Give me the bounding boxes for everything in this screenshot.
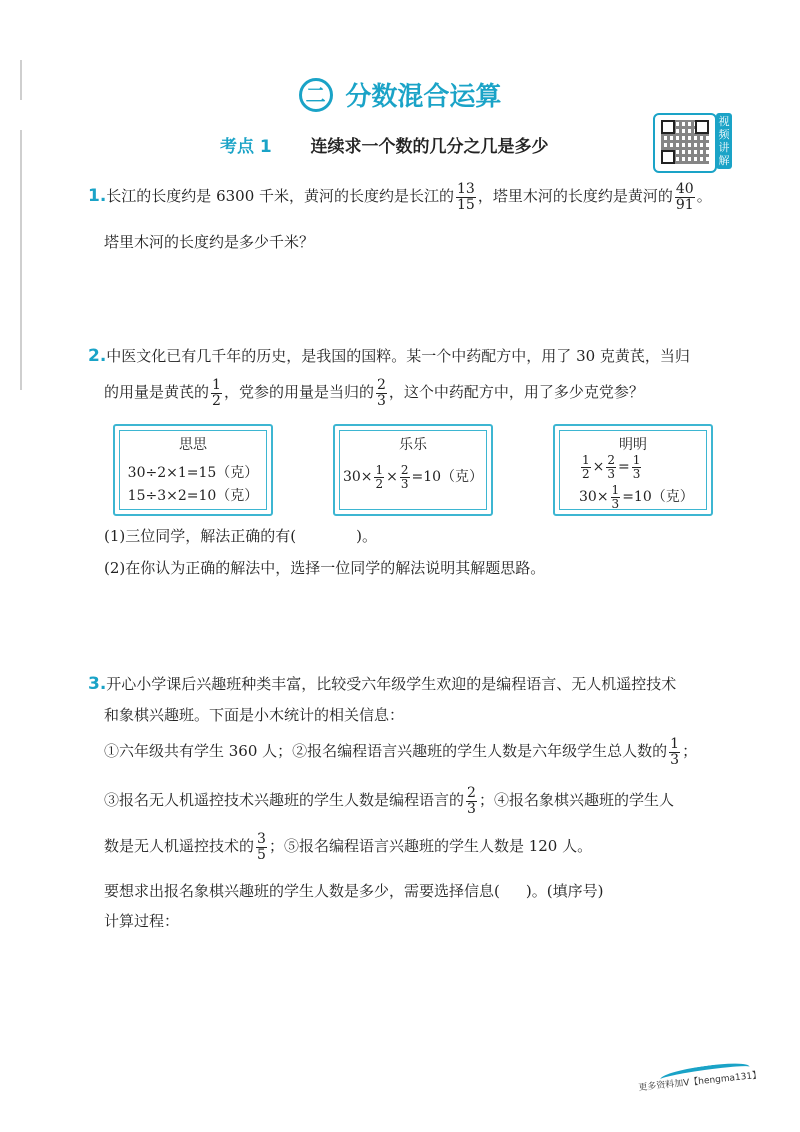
q1-text: ，塔里木河的长度约是黄河的	[477, 187, 673, 206]
solution-box-lele	[333, 424, 493, 516]
q1-text: 。	[696, 187, 712, 206]
footer-text: 更多资料加V【hengma131】	[637, 1070, 762, 1094]
kaodian-label: 考点 1	[220, 137, 272, 157]
q2-line-2	[104, 378, 644, 408]
solution-step: 15÷3×2=10（克）	[127, 488, 259, 504]
solution-step: $\frac{1}{2}$ × $\frac{2}{3}$ = $\frac{1}{3}$	[582, 453, 641, 481]
qr-code-icon[interactable]	[653, 113, 717, 173]
solution-box-sisi	[113, 424, 273, 516]
q2-text: ，党参的用量是当归的	[223, 383, 374, 402]
q3-line-3: ①六年级共有学生 360 人；②报名编程语言兴趣班的学生人数是六年级学生总人数的 $\frac{1}{3}$ ；	[104, 736, 698, 768]
q2-sub-2: (2)在你认为正确的解法中，选择一位同学的解法说明其解题思路。	[104, 559, 546, 577]
student-name: 明明	[619, 437, 647, 453]
q2-text: 中医文化已有几千年的历史，是我国的国粹。某一个中药配方中，用了 30 克黄芪，当归	[106, 347, 690, 365]
fraction: $\frac{1}{3}$	[670, 736, 680, 768]
fraction: $\frac{2}{3}$	[467, 785, 476, 817]
fraction: $\frac{13}{15}$	[457, 181, 475, 213]
q3-line-7: 计算过程：	[104, 912, 180, 930]
q2-sub-1: (1)三位同学，解法正确的有( )。	[104, 527, 377, 545]
solution-box-mingming	[553, 424, 713, 516]
fraction: $\frac{2}{3}$	[376, 377, 386, 409]
q1-number: 1.	[88, 186, 107, 207]
solution-step: 30÷2×1=15（克）	[127, 465, 259, 481]
q3-line-2: 和象棋兴趣班。下面是小木统计的相关信息：	[104, 706, 405, 724]
chapter-title: 分数混合运算	[345, 82, 502, 112]
q3-line-4: ③报名无人机遥控技术兴趣班的学生人数是编程语言的 $\frac{2}{3}$ ；④报名象棋兴趣班的学生人	[104, 785, 674, 817]
q1-text: 长江的长度约是 6300 千米，黄河的长度约是长江的	[106, 187, 455, 206]
scan-edge-mark	[20, 130, 22, 390]
q3-number: 3.	[88, 674, 107, 694]
fraction: $\frac{1}{2}$	[212, 377, 221, 409]
student-name: 思思	[179, 437, 207, 453]
q2-line-1	[88, 345, 690, 366]
q3-line-1	[88, 673, 676, 694]
kaodian-heading	[220, 132, 549, 157]
q3-line-6: 要想求出报名象棋兴趣班的学生人数是多少，需要选择信息( )。(填序号)	[104, 882, 604, 900]
video-explain-tag[interactable]: 视频讲解	[716, 113, 732, 169]
q3-line-5: 数是无人机遥控技术的 $\frac{3}{5}$ ；⑤报名编程语言兴趣班的学生人数是 120 人。	[104, 831, 593, 863]
student-name: 乐乐	[399, 437, 427, 453]
q2-text: 的用量是黄芪的	[104, 383, 210, 402]
q2-number: 2.	[88, 346, 107, 366]
q2-text: ，这个中药配方中，用了多少克党参？	[388, 383, 644, 402]
fraction: $\frac{3}{5}$	[257, 831, 266, 863]
chapter-heading	[0, 76, 800, 113]
fraction: $\frac{40}{91}$	[675, 181, 694, 213]
q3-text: 开心小学课后兴趣班种类丰富，比较受六年级学生欢迎的是编程语言、无人机遥控技术	[106, 675, 677, 693]
solution-step: 30× $\frac{1}{2}$ × $\frac{2}{3}$ =10（克）	[342, 463, 484, 491]
q1-line-1	[88, 182, 712, 212]
chapter-number-badge: 二	[299, 78, 333, 112]
solution-step: 30× $\frac{1}{3}$ =10（克）	[579, 483, 694, 511]
kaodian-topic: 连续求一个数的几分之几是多少	[310, 137, 549, 157]
q1-line-2: 塔里木河的长度约是多少千米？	[104, 233, 315, 251]
footer-watermark	[620, 1064, 760, 1094]
